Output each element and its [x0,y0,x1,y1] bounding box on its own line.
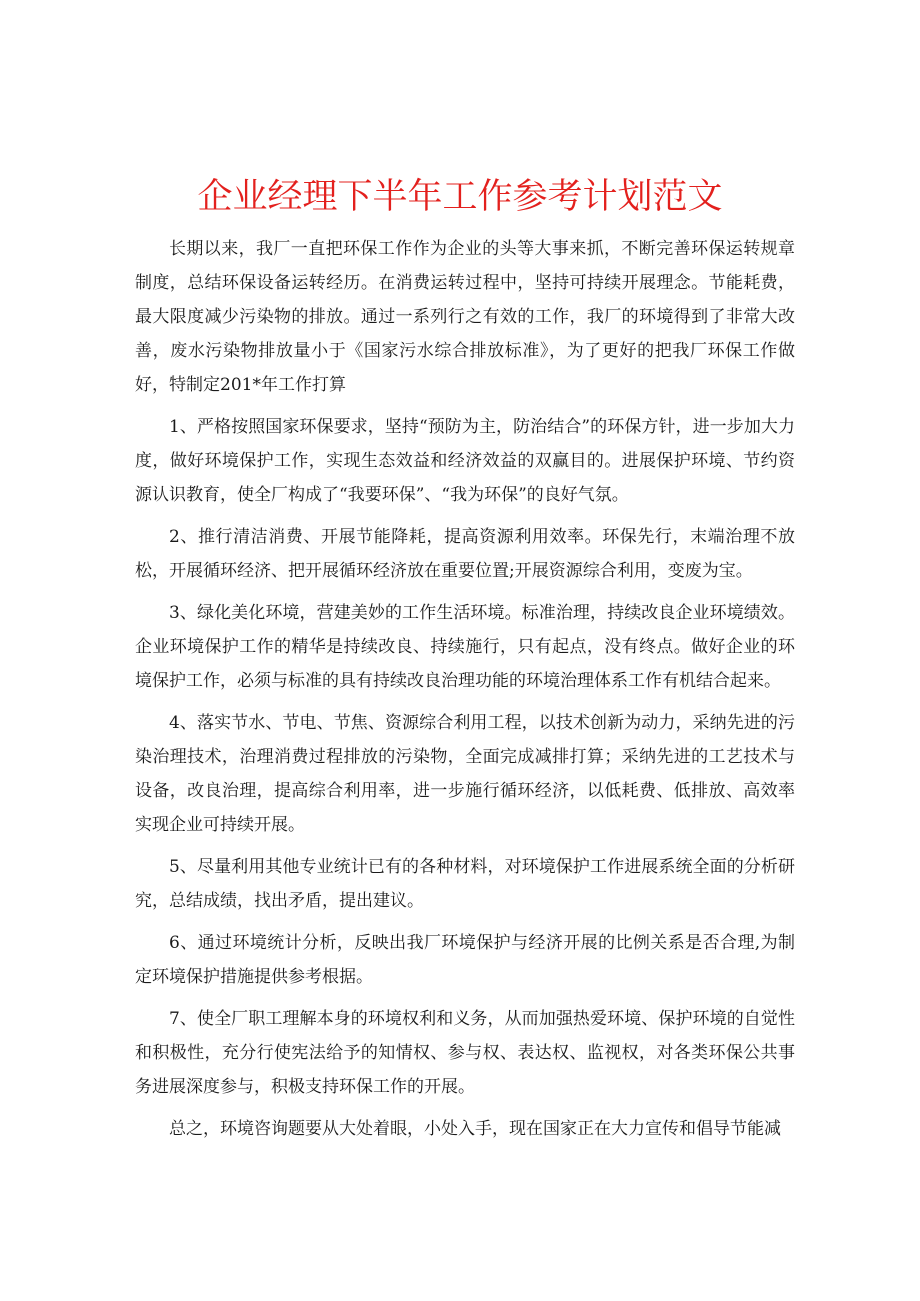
item-paragraph-1: 1、严格按照国家环保要求，坚持“预防为主，防治结合”的环保方针，进一步加大力度，做好环境保护工作，实现生态效益和经济效益的双赢目的。进展保护环境、节约资源认识教育，使全厂构成了“我要环保”、“我为环保”的良好气氛。 [135,417,795,505]
item-paragraph-5: 5、尽量利用其他专业统计已有的各种材料，对环境保护工作进展系统全面的分析研究，总结成绩，找出矛盾，提出建议。 [135,857,795,911]
document-title: 企业经理下半年工作参考计划范文 [197,177,723,217]
item-paragraph-6: 6、通过环境统计分析，反映出我厂环境保护与经济开展的比例关系是否合理,为制定环境保护措施提供参考根据。 [135,933,795,987]
item-paragraph-7: 7、使全厂职工理解本身的环境权利和义务，从而加强热爱环境、保护环境的自觉性和积极性，充分行使宪法给予的知情权、参与权、表达权、监视权，对各类环保公共事务进展深度参与，积极支持环保工作的开展。 [135,1009,795,1097]
document-body [135,232,795,1154]
item-paragraph-4: 4、落实节水、节电、节焦、资源综合利用工程，以技术创新为动力，采纳先进的污染治理技术，治理消费过程排放的污染物，全面完成减排打算；采纳先进的工艺技术与设备，改良治理，提高综合利用率，进一步施行循环经济，以低耗费、低排放、高效率实现企业可持续开展。 [135,713,795,835]
summary-paragraph: 总之，环境咨询题要从大处着眼，小处入手，现在国家正在大力宣传和倡导节能减 [169,1119,781,1139]
item-paragraph-3: 3、绿化美化环境，营建美妙的工作生活环境。标准治理，持续改良企业环境绩效。企业环境保护工作的精华是持续改良、持续施行，只有起点，没有终点。做好企业的环境保护工作，必须与标准的具有持续改良治理功能的环境治理体系工作有机结合起来。 [135,603,795,691]
intro-paragraph: 长期以来，我厂一直把环保工作作为企业的头等大事来抓，不断完善环保运转规章制度，总结环保设备运转经历。在消费运转过程中，坚持可持续开展理念。节能耗费，最大限度减少污染物的排放。通过一系列行之有效的工作，我厂的环境得到了非常大改善，废水污染物排放量小于《国家污水综合排放标准》，为了更好的把我厂环保工作做好，特制定201*年工作打算 [135,239,795,395]
item-paragraph-2: 2、推行清洁消费、开展节能降耗，提高资源利用效率。环保先行，末端治理不放松，开展循环经济、把开展循环经济放在重要位置;开展资源综合利用，变废为宝。 [135,527,795,581]
